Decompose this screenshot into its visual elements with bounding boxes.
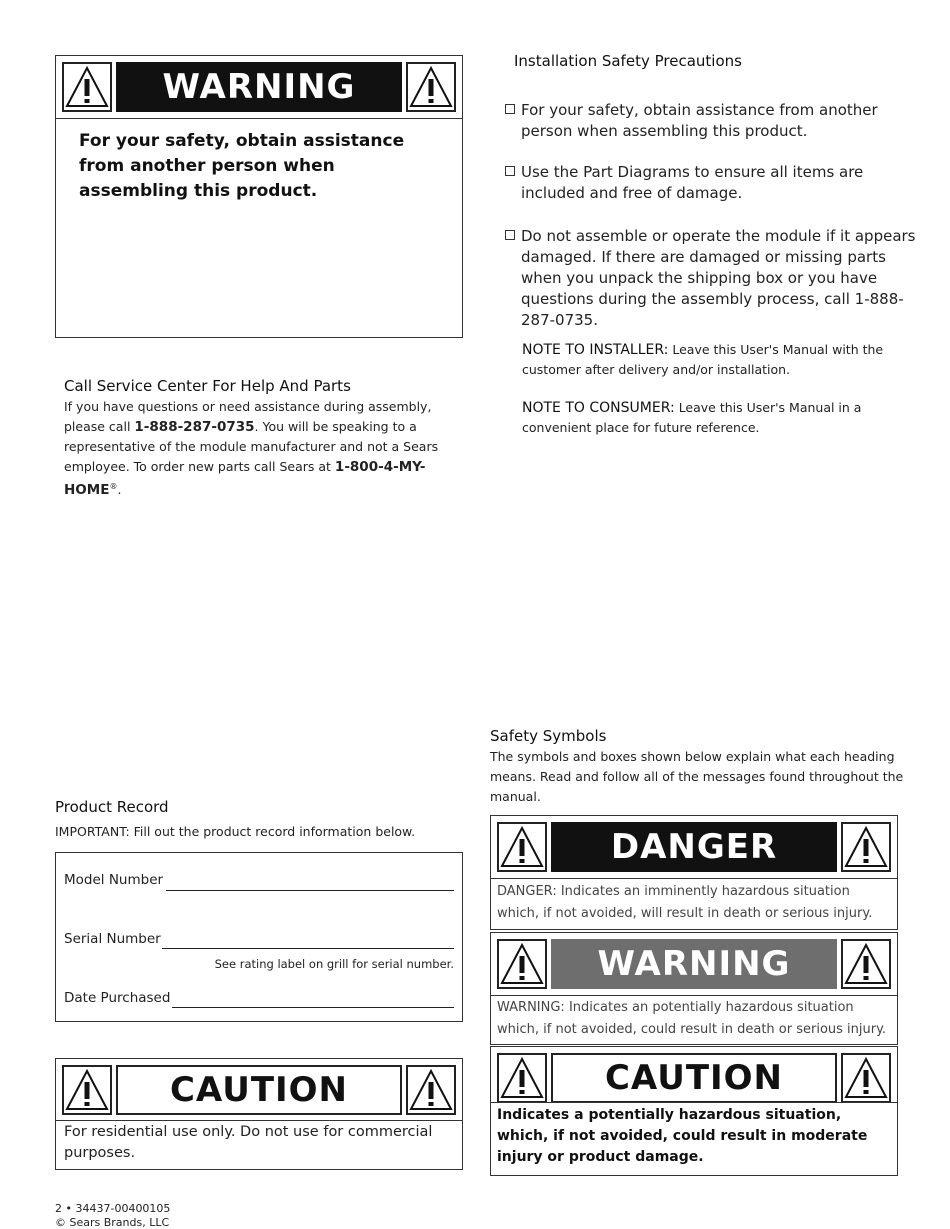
danger-panel: [490, 878, 898, 930]
note-installer-text: Leave this User's Manual with the customer after delivery and/or installation.: [522, 342, 884, 377]
service-phone: 1-888-287-0735: [134, 419, 255, 435]
precaution-text: Use the Part Diagrams to ensure all items are included and free of damage.: [521, 163, 864, 202]
danger-banner: [490, 815, 898, 879]
model-number-field[interactable]: [166, 890, 454, 891]
alert-triangle-icon: [841, 822, 891, 872]
precaution-text: Do not assemble or operate the module if it appears damaged. If there are damaged or missing parts when you unpack the shipping box or you have questions during the assembly process, call 1-888-287-0735.: [521, 227, 916, 329]
precaution-item: [505, 100, 925, 142]
product-record-heading: Product Record: [55, 798, 169, 816]
service-text: [64, 397, 469, 500]
precaution-item: [505, 162, 925, 204]
date-purchased-field[interactable]: [172, 1007, 454, 1008]
alert-triangle-icon: [62, 62, 112, 112]
product-record-important: IMPORTANT: Fill out the product record information below.: [55, 824, 416, 839]
note-consumer-label: NOTE TO CONSUMER:: [522, 400, 675, 416]
service-end: .: [117, 482, 122, 498]
alert-triangle-icon: [62, 1065, 112, 1115]
product-record-form: [55, 852, 463, 1022]
signal-word-danger: DANGER: [551, 822, 837, 872]
note-to-installer: [522, 340, 922, 380]
warning-panel: [55, 118, 463, 338]
registered-mark: ®: [109, 482, 118, 491]
serial-number-field[interactable]: [162, 948, 454, 949]
alert-triangle-icon: [406, 1065, 456, 1115]
alert-triangle-icon: [841, 1053, 891, 1103]
model-number-label: Model Number: [64, 872, 164, 888]
alert-triangle-icon: [841, 939, 891, 989]
caution-symbol-panel: [490, 1102, 898, 1176]
installation-heading: Installation Safety Precautions: [514, 52, 742, 70]
note-consumer-text: Leave this User's Manual in a convenient place for future reference.: [522, 400, 862, 435]
alert-triangle-icon: [497, 822, 547, 872]
alert-triangle-icon: [497, 1053, 547, 1103]
note-installer-label: NOTE TO INSTALLER:: [522, 342, 669, 358]
alert-triangle-icon: [406, 62, 456, 112]
caution-symbol-banner: [490, 1046, 898, 1110]
signal-word-caution: CAUTION: [116, 1065, 402, 1115]
signal-word-warning: WARNING: [116, 62, 402, 112]
checkbox-icon: [505, 166, 515, 176]
service-text-1: If you have questions or need assistance during assembly, please call: [64, 399, 432, 434]
checkbox-icon: [505, 230, 515, 240]
warning-banner: [55, 55, 463, 119]
caution-symbol-text: Indicates a potentially hazardous situation, which, if not avoided, could result in moderate injury or product damage.: [497, 1107, 868, 1165]
precaution-text: For your safety, obtain assistance from another person when assembling this product.: [521, 101, 878, 140]
precaution-item: [505, 226, 925, 331]
safety-symbols-heading: Safety Symbols: [490, 727, 607, 745]
caution-banner: [55, 1058, 463, 1122]
signal-word-warning: WARNING: [551, 939, 837, 989]
warning-symbol-banner: [490, 932, 898, 996]
note-to-consumer: [522, 398, 922, 438]
sears-phone: 1-800-4-MY-HOME: [64, 459, 426, 499]
serial-number-label: Serial Number: [64, 931, 161, 947]
signal-word-caution: CAUTION: [551, 1053, 837, 1103]
danger-text: DANGER: Indicates an imminently hazardous situation which, if not avoided, will result in death or serious injury.: [497, 884, 873, 921]
date-purchased-label: Date Purchased: [64, 990, 171, 1006]
service-heading: Call Service Center For Help And Parts: [64, 377, 351, 395]
checkbox-icon: [505, 104, 515, 114]
warning-text: For your safety, obtain assistance from another person when assembling this product.: [79, 131, 405, 201]
page-footer: 2 • 34437-00400105: [55, 1202, 171, 1215]
copyright: © Sears Brands, LLC: [55, 1216, 170, 1229]
caution-text: For residential use only. Do not use for commercial purposes.: [64, 1124, 433, 1161]
warning-symbol-panel: [490, 995, 898, 1045]
serial-number-hint: See rating label on grill for serial number.: [214, 957, 454, 971]
warning-symbol-text: WARNING: Indicates an potentially hazardous situation which, if not avoided, could result in death or serious injury.: [497, 1000, 887, 1037]
caution-panel: [55, 1120, 463, 1170]
alert-triangle-icon: [497, 939, 547, 989]
safety-symbols-intro: The symbols and boxes shown below explain what each heading means. Read and follow all of the messages found throughout the manual.: [490, 749, 904, 804]
service-text-2: . You will be speaking to a representative of the module manufacturer and not a Sears employee. To order new parts call Sears at: [64, 419, 439, 474]
